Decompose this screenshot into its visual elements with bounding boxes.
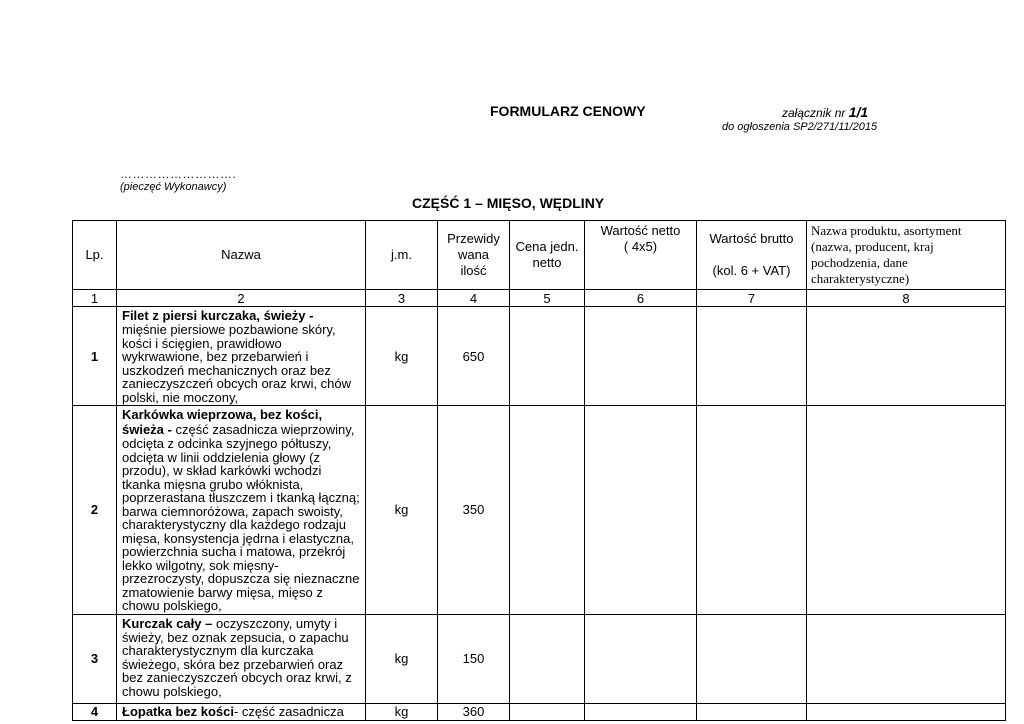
row-net-value-cell[interactable] xyxy=(585,307,697,406)
row-net-value-cell[interactable] xyxy=(585,614,697,703)
table-row xyxy=(73,614,1006,703)
row-product-info-cell[interactable] xyxy=(807,703,1006,720)
row-name xyxy=(117,614,366,703)
product-description: część zasadnicza wieprzowiny, odcięta z odcinka szyjnego półtuszy, odcięta w linii oddzielenia głowy (z przodu), w skład karkówki wchodzi tkanka mięsna grubo włóknista, poprzerastana tłuszczem i tkanką łączną; barwa ciemnoróżowa, zapach swoisty, charakterystyczny dla każdego rodzaju mięsa, konsystencja jędrna i elastyczna, powierzchnia sucha i matowa, przekrój lekko wilgotny, sok mięsny- przezroczysty, dopuszcza się nieznaczne zmatowienie barwy mięsa, mięso z chowu polskiego, xyxy=(122,422,360,613)
header-product-name: Nazwa produktu, asortyment (nazwa, producent, kraj pochodzenia, dane charakterystyczne) xyxy=(807,221,1006,290)
row-unit-price-cell[interactable] xyxy=(510,406,585,615)
row-net-value-cell[interactable] xyxy=(585,703,697,720)
col-number: 4 xyxy=(438,290,510,307)
product-name: Filet z piersi kurczaka, świeży - xyxy=(122,308,314,323)
header-unit: j.m. xyxy=(366,221,438,290)
row-product-info-cell[interactable] xyxy=(807,406,1006,615)
header-gross-value xyxy=(697,221,807,290)
row-quantity: 360 xyxy=(438,703,510,720)
row-lp: 1 xyxy=(73,307,117,406)
row-name xyxy=(117,703,366,720)
price-table xyxy=(72,220,1006,721)
row-unit-price-cell[interactable] xyxy=(510,614,585,703)
row-quantity: 350 xyxy=(438,406,510,615)
notice-reference: do ogłoszenia SP2/271/11/2015 xyxy=(722,121,878,133)
header-unit-price xyxy=(510,221,585,290)
part-title: CZĘŚĆ 1 – MIĘSO, WĘDLINY xyxy=(412,195,605,211)
row-gross-value-cell[interactable] xyxy=(697,614,807,703)
row-unit-price-cell[interactable] xyxy=(510,307,585,406)
col-number: 2 xyxy=(117,290,366,307)
header-quantity-line2: wana xyxy=(457,247,490,262)
stamp-dots: ………………………. xyxy=(120,167,237,181)
header-net-value xyxy=(585,221,697,290)
header-price-line2: netto xyxy=(532,255,562,270)
row-product-info-cell[interactable] xyxy=(807,307,1006,406)
annex-prefix: załącznik nr xyxy=(782,106,849,120)
column-number-row xyxy=(73,290,1006,307)
row-quantity: 150 xyxy=(438,614,510,703)
row-net-value-cell[interactable] xyxy=(585,406,697,615)
header-net-line1: Wartość netto xyxy=(600,223,681,238)
header-gross-line2: (kol. 6 + VAT) xyxy=(712,263,791,278)
product-description: mięśnie piersiowe pozbawione skóry, kości i ścięgien, prawidłowo wykrwawione, bez przebarwień i uszkodzeń mechanicznych oraz bez zanieczyszczeń obcych oraz krwi, chów polski, nie moczony, xyxy=(122,322,352,405)
row-gross-value-cell[interactable] xyxy=(697,703,807,720)
header-quantity xyxy=(438,221,510,290)
product-description: - część zasadnicza xyxy=(233,703,344,719)
row-unit: kg xyxy=(366,614,438,703)
header-price-line1: Cena jedn. xyxy=(515,239,579,254)
product-name: Łopatka bez kości xyxy=(122,703,234,719)
row-unit: kg xyxy=(366,307,438,406)
annex-label xyxy=(782,104,868,120)
table-header-row xyxy=(73,221,1006,290)
header-net-line2: ( 4x5) xyxy=(623,239,658,254)
table-row xyxy=(73,307,1006,406)
col-number: 8 xyxy=(807,290,1006,307)
stamp-label: (pieczęć Wykonawcy) xyxy=(120,181,227,193)
header-lp: Lp. xyxy=(73,221,117,290)
row-quantity: 650 xyxy=(438,307,510,406)
col-number: 1 xyxy=(73,290,117,307)
header-gross-line1: Wartość brutto xyxy=(709,231,794,246)
row-lp: 4 xyxy=(73,703,117,720)
annex-number: 1/1 xyxy=(848,104,869,120)
table-row xyxy=(73,703,1006,720)
form-title: FORMULARZ CENOWY xyxy=(490,103,646,119)
row-unit: kg xyxy=(366,406,438,615)
product-name: Kurczak cały – xyxy=(122,615,213,631)
row-name xyxy=(117,406,366,615)
row-lp: 2 xyxy=(73,406,117,615)
col-number: 7 xyxy=(697,290,807,307)
row-unit: kg xyxy=(366,703,438,720)
row-product-info-cell[interactable] xyxy=(807,614,1006,703)
header-quantity-line3: ilość xyxy=(460,263,487,278)
row-name xyxy=(117,307,366,406)
row-gross-value-cell[interactable] xyxy=(697,406,807,615)
col-number: 3 xyxy=(366,290,438,307)
row-lp: 3 xyxy=(73,614,117,703)
header-quantity-line1: Przewidy xyxy=(447,231,500,246)
col-number: 6 xyxy=(585,290,697,307)
header-name: Nazwa xyxy=(117,221,366,290)
col-number: 5 xyxy=(510,290,585,307)
row-unit-price-cell[interactable] xyxy=(510,703,585,720)
product-name: Karkówka wieprzowa, bez kości, świeża - xyxy=(122,407,323,437)
table-row xyxy=(73,406,1006,615)
product-description: oczyszczony, umyty i świeży, bez oznak zepsucia, o zapachu charakterystycznym dla kurczaka świeżego, skóra bez przebarwień oraz bez zanieczyszczeń obcych oraz krwi, z chowu polskiego, xyxy=(122,615,352,699)
row-gross-value-cell[interactable] xyxy=(697,307,807,406)
